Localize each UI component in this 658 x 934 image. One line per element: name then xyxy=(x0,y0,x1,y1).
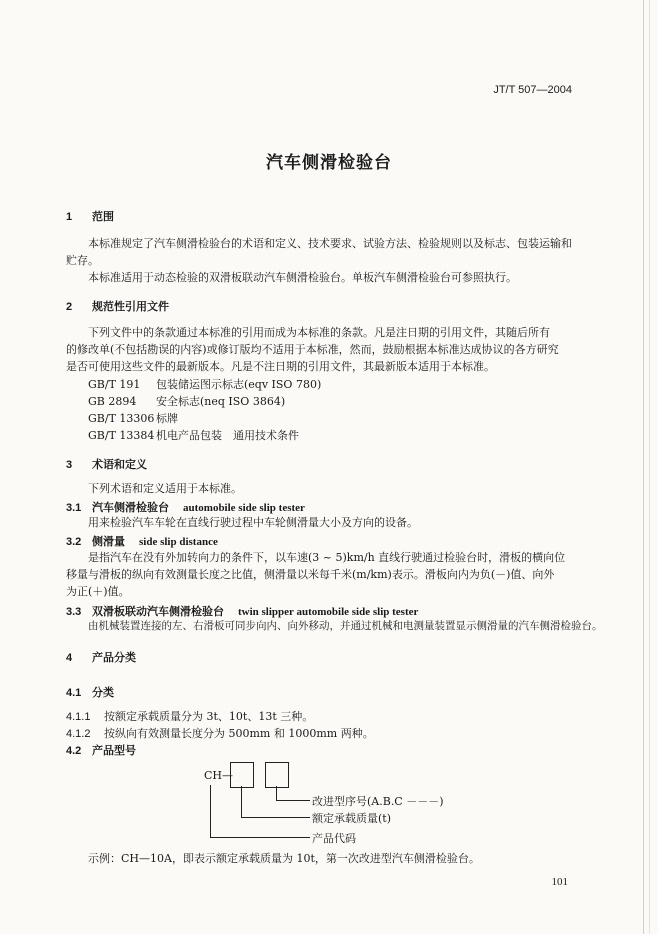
example-text: 示例：CH—10A，即表示额定承载质量为 10t，第一次改进型汽车侧滑检验台。 xyxy=(88,852,480,865)
term-definition: 为正(＋)值。 xyxy=(66,585,130,598)
paragraph: 本标准规定了汽车侧滑检验台的术语和定义、技术要求、试验方法、检验规则以及标志、包装运输和 xyxy=(88,237,572,250)
model-prefix: CH— xyxy=(204,769,234,782)
reference-item xyxy=(88,376,321,393)
subsection-number: 4.1 xyxy=(66,687,82,699)
code-box xyxy=(230,762,254,788)
page-number: 101 xyxy=(551,876,568,888)
leader-line xyxy=(276,786,277,800)
leader-line xyxy=(241,817,310,818)
paragraph: 下列文件中的条款通过本标准的引用而成为本标准的条款。凡是注日期的引用文件，其随后所有 xyxy=(88,326,550,339)
section-number: 3 xyxy=(66,459,73,471)
label-product-code: 产品代码 xyxy=(312,832,356,845)
paragraph: 贮存。 xyxy=(66,254,99,267)
term-number: 3.2 xyxy=(66,536,82,548)
section-title: 规范性引用文件 xyxy=(92,301,169,313)
term-english: automobile side slip tester xyxy=(183,502,305,514)
term-number: 3.3 xyxy=(66,606,82,618)
term-heading xyxy=(66,499,305,515)
reference-title: 安全标志(neq ISO 3864) xyxy=(156,395,286,408)
section-4-heading xyxy=(66,649,136,665)
term-definition: 由机械装置连接的左、右滑板可同步向内、向外移动，并通过机械和电测量装置显示侧滑量的汽车侧滑检验台。 xyxy=(88,620,603,632)
clause-number: 4.1.1 xyxy=(66,711,91,723)
clause-item xyxy=(66,708,313,726)
reference-title: 标牌 xyxy=(156,412,178,425)
reference-code: GB/T 13306 xyxy=(88,412,155,425)
paragraph: 下列术语和定义适用于本标准。 xyxy=(88,482,242,495)
leader-line xyxy=(210,837,310,838)
section-1-heading xyxy=(66,208,114,224)
term-heading xyxy=(66,533,218,549)
section-2-heading xyxy=(66,298,169,314)
reference-title: 机电产品包装 通用技术条件 xyxy=(156,429,299,442)
leader-line xyxy=(276,800,310,801)
term-chinese: 双滑板联动汽车侧滑检验台 xyxy=(92,606,224,618)
clause-number: 4.1.2 xyxy=(66,728,91,740)
reference-code: GB/T 191 xyxy=(88,378,141,391)
code-box xyxy=(265,762,289,788)
reference-title: 包装储运图示标志(eqv ISO 780) xyxy=(156,378,322,391)
document-title: 汽车侧滑检验台 xyxy=(266,153,392,173)
leader-line xyxy=(241,786,242,817)
clause-item xyxy=(66,725,374,743)
term-english: side slip distance xyxy=(139,536,218,548)
subsection-heading xyxy=(66,684,114,700)
subsection-number: 4.2 xyxy=(66,745,82,757)
label-revision: 改进型序号(A.B.C －－－) xyxy=(312,795,444,808)
standard-code: JT/T 507—2004 xyxy=(493,84,572,96)
label-capacity: 额定承载质量(t) xyxy=(312,812,392,825)
page-edge xyxy=(643,0,644,934)
section-3-heading xyxy=(66,456,147,472)
term-definition: 移量与滑板的纵向有效测量长度之比值，侧滑量以米每千米(m/km)表示。滑板向内为负(－)值、向外 xyxy=(66,568,555,581)
subsection-title: 产品型号 xyxy=(92,745,136,757)
clause-text: 按纵向有效测量长度分为 500mm 和 1000mm 两种。 xyxy=(104,727,374,740)
reference-code: GB 2894 xyxy=(88,395,137,408)
paragraph: 的修改单(不包括勘误的内容)或修订版均不适用于本标准，然而，鼓励根据本标准达成协议的各方研究 xyxy=(66,343,559,356)
reference-item xyxy=(88,410,178,427)
term-english: twin slipper automobile side slip tester xyxy=(238,606,419,618)
subsection-heading xyxy=(66,742,136,758)
section-title: 产品分类 xyxy=(92,652,136,664)
leader-line xyxy=(210,785,211,837)
reference-code: GB/T 13384 xyxy=(88,429,155,442)
paragraph: 本标准适用于动态检验的双滑板联动汽车侧滑检验台。单板汽车侧滑检验台可参照执行。 xyxy=(88,271,517,284)
clause-text: 按额定承载质量分为 3t、10t、13t 三种。 xyxy=(104,710,314,723)
paragraph: 是否可使用这些文件的最新版本。凡是不注日期的引用文件，其最新版本适用于本标准。 xyxy=(66,360,495,373)
section-number: 2 xyxy=(66,301,73,313)
term-chinese: 侧滑量 xyxy=(92,536,125,548)
term-number: 3.1 xyxy=(66,502,82,514)
term-chinese: 汽车侧滑检验台 xyxy=(92,502,169,514)
term-heading xyxy=(66,603,418,619)
term-definition: 是指汽车在没有外加转向力的条件下，以车速(3 ~ 5)km/h 直线行驶通过检验台时，滑板的横向位 xyxy=(88,551,566,564)
term-definition: 用来检验汽车车轮在直线行驶过程中车轮侧滑量大小及方向的设备。 xyxy=(88,516,418,529)
section-title: 术语和定义 xyxy=(92,459,147,471)
reference-item xyxy=(88,393,285,410)
page-edge xyxy=(649,0,650,934)
section-number: 4 xyxy=(66,652,73,664)
section-number: 1 xyxy=(66,211,73,223)
section-title: 范围 xyxy=(92,211,114,223)
subsection-title: 分类 xyxy=(92,687,114,699)
reference-item xyxy=(88,427,299,444)
